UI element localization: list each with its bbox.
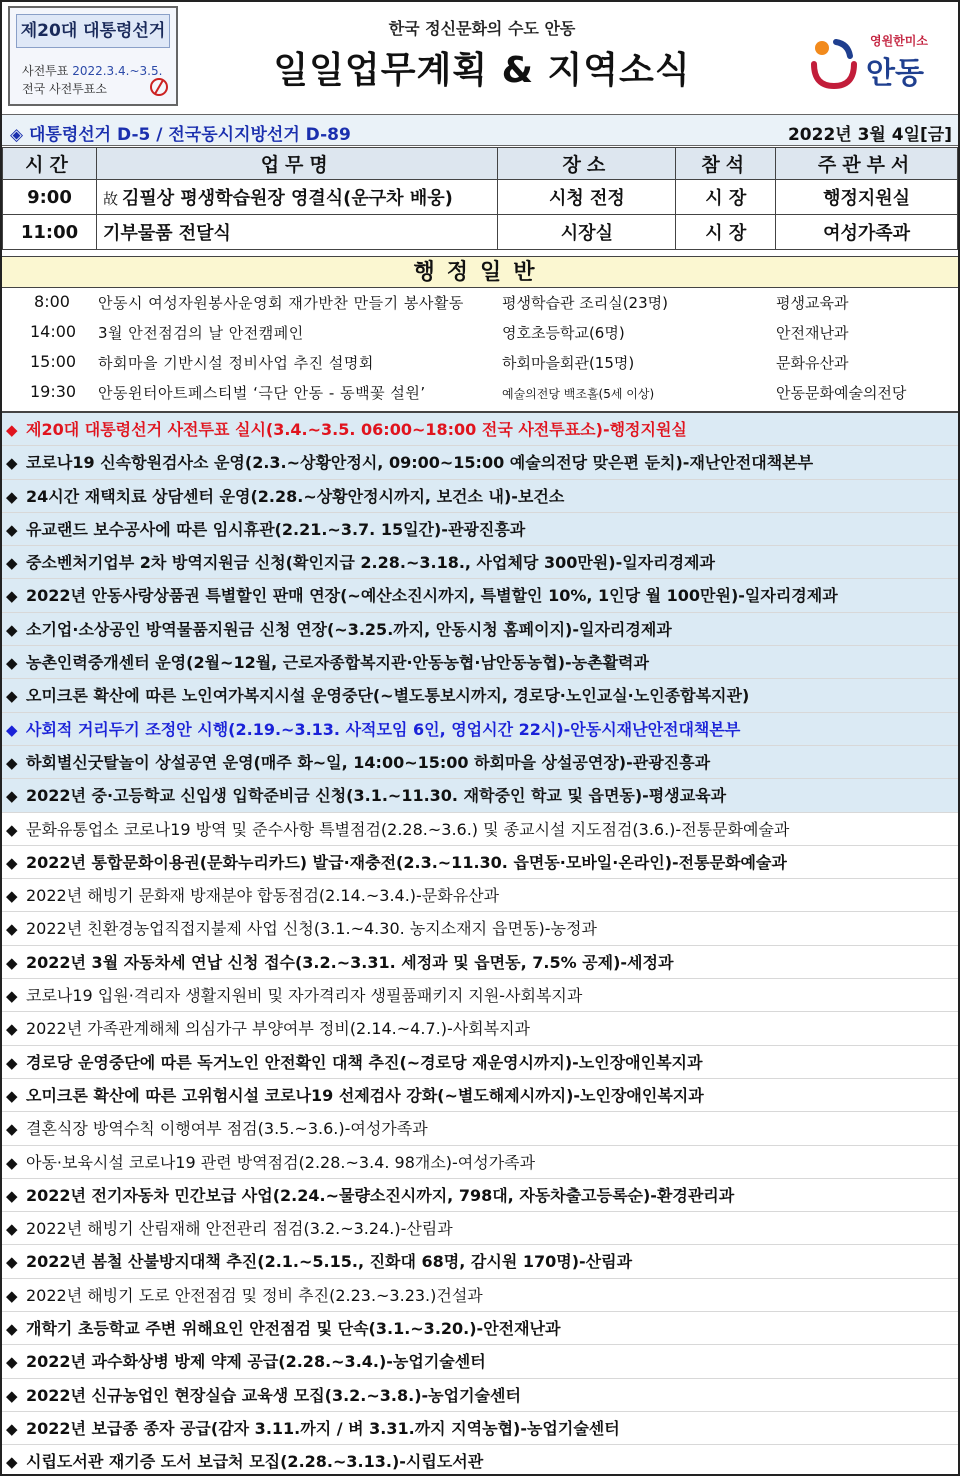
notice-text: 제20대 대통령선거 사전투표 실시(3.4.~3.5. 06:00~18:00 전국 사전투표소)-행정지원실 bbox=[26, 420, 687, 439]
notice-item bbox=[2, 679, 958, 712]
admin-title: 3월 안전점검의 날 안전캠페인 bbox=[98, 324, 304, 342]
diamond-bullet-icon: ◆ bbox=[6, 1186, 18, 1205]
diamond-bullet-icon: ◆ bbox=[6, 887, 18, 906]
notice-item bbox=[2, 1212, 958, 1245]
diamond-bullet-icon: ◆ bbox=[6, 1253, 18, 1272]
notice-text: 24시간 재택치료 상담센터 운영(2.28.~상황안정시까지, 보건소 내)-보건소 bbox=[26, 486, 565, 506]
schedule-place: 시청 전정 bbox=[498, 180, 676, 215]
notice-text: 2022년 안동사랑상품권 특별할인 판매 연장(~예산소진시까지, 특별할인 10%, 1인당 월 100만원)-일자리경제과 bbox=[26, 586, 838, 606]
diamond-bullet-icon: ◆ bbox=[6, 1220, 18, 1239]
diamond-bullet-icon: ◆ bbox=[6, 853, 18, 872]
notice-text: 2022년 봄철 산불방지대책 추진(2.1.~5.15., 진화대 68명, 감시원 170명)-산림과 bbox=[26, 1252, 633, 1272]
header-time: 시간 bbox=[3, 148, 97, 180]
diamond-bullet-icon: ◆ bbox=[6, 1086, 18, 1105]
header-dept: 주관부서 bbox=[776, 148, 958, 180]
schedule-attendee: 시 장 bbox=[676, 215, 776, 250]
diamond-bullet-icon: ◆ bbox=[6, 1386, 18, 1405]
notice-item bbox=[2, 1012, 958, 1045]
notice-item bbox=[2, 1079, 958, 1112]
diamond-bullet-icon: ◆ bbox=[6, 753, 18, 772]
early-voting-dates: 2022.3.4.~3.5. bbox=[72, 64, 163, 78]
notice-item bbox=[2, 1179, 958, 1212]
diamond-bullet-icon: ◆ bbox=[6, 520, 18, 539]
notice-item bbox=[2, 912, 958, 945]
diamond-bullet-icon: ◆ bbox=[6, 720, 18, 739]
notice-item bbox=[2, 1312, 958, 1345]
notice-item bbox=[2, 1046, 958, 1079]
notice-item bbox=[2, 746, 958, 779]
header-task: 업무명 bbox=[96, 148, 498, 180]
admin-row bbox=[2, 348, 958, 378]
notice-text: 시립도서관 재기증 도서 보급처 모집(2.28.~3.13.)-시립도서관 bbox=[26, 1452, 484, 1472]
ballot-stamp-icon bbox=[150, 78, 168, 96]
schedule-task bbox=[96, 215, 498, 250]
notice-item bbox=[2, 979, 958, 1012]
notice-item bbox=[2, 1379, 958, 1412]
schedule-dept: 행정지원실 bbox=[776, 180, 958, 215]
admin-dept: 안동문화예술의전당 bbox=[776, 384, 907, 402]
diamond-bullet-icon: ◆ bbox=[6, 454, 18, 473]
notice-item bbox=[2, 813, 958, 846]
notice-text: 아동·보육시설 코로나19 관련 방역점검(2.28.~3.4. 98개소)-여성가족과 bbox=[26, 1152, 536, 1172]
header bbox=[2, 2, 958, 112]
andong-logo-mark-icon bbox=[810, 34, 858, 92]
admin-place: 평생학습관 조리실(23명) bbox=[502, 294, 668, 312]
notice-text: 2022년 친환경농업직접지불제 사업 신청(3.1.~4.30. 농지소재지 읍면동)-농정과 bbox=[26, 919, 597, 939]
election-title: 제20대 대통령선거 bbox=[16, 14, 170, 48]
notice-text: 2022년 가족관계해체 의심가구 부양여부 정비(2.14.~4.7.)-사회복지과 bbox=[26, 1019, 531, 1039]
notice-item bbox=[2, 879, 958, 912]
notice-item bbox=[2, 1345, 958, 1378]
diamond-bullet-icon: ◆ bbox=[6, 920, 18, 939]
diamond-bullet-icon: ◆ bbox=[6, 654, 18, 673]
admin-dept: 평생교육과 bbox=[776, 294, 849, 312]
notice-text: 사회적 거리두기 조정안 시행(2.19.~3.13. 사적모임 6인, 영업시간 22시)-안동시재난안전대책본부 bbox=[26, 719, 741, 739]
dday-bar bbox=[2, 114, 958, 146]
polling-stations-line: 전국 사전투표소 bbox=[22, 82, 107, 96]
diamond-bullet-icon: ◆ bbox=[6, 1053, 18, 1072]
notice-item bbox=[2, 1279, 958, 1312]
diamond-bullet-icon: ◆ bbox=[6, 987, 18, 1006]
notice-item bbox=[2, 579, 958, 612]
schedule-task bbox=[96, 180, 498, 215]
schedule-place: 시장실 bbox=[498, 215, 676, 250]
notice-text: 2022년 통합문화이용권(문화누리카드) 발급·재충전(2.3.~11.30. 읍면동·모바일·온라인)-전통문화예술과 bbox=[26, 852, 787, 872]
schedule-table bbox=[2, 147, 958, 250]
admin-place: 예술의전당 백조홀(5세 이상) bbox=[502, 387, 655, 401]
notice-text: 개학기 초등학교 주변 위해요인 안전점검 및 단속(3.1.~3.20.)-안전재난과 bbox=[26, 1319, 561, 1339]
andong-logo bbox=[802, 16, 952, 102]
diamond-bullet-icon: ◆ bbox=[6, 1320, 18, 1339]
diamond-bullet-icon: ◆ bbox=[6, 687, 18, 706]
logo-subtitle: 영원한미소 bbox=[870, 34, 928, 48]
task-title: 김필상 평생학습원장 영결식(운구차 배웅) bbox=[121, 188, 453, 209]
notice-text: 농촌인력중개센터 운영(2월~12월, 근로자종합복지관·안동농협·남안동농협)-농촌활력과 bbox=[26, 653, 649, 673]
admin-section-heading: 행정일반 bbox=[2, 256, 958, 288]
diamond-bullet-icon: ◆ bbox=[6, 421, 18, 439]
diamond-bullet-icon: ◆ bbox=[6, 1419, 18, 1438]
diamond-bullet-icon: ◆ bbox=[6, 787, 18, 806]
diamond-bullet-icon: ◆ bbox=[6, 820, 18, 839]
diamond-bullet-icon: ◆ bbox=[6, 554, 18, 573]
notice-text: 코로나19 신속항원검사소 운영(2.3.~상황안정시, 09:00~15:00 예술의전당 맞은편 둔치)-재난안전대책본부 bbox=[26, 453, 814, 473]
notice-text: 2022년 중·고등학교 신입생 입학준비금 신청(3.1.~11.30. 재학중인 학교 및 읍면동)-평생교육과 bbox=[26, 786, 727, 806]
admin-time: 8:00 bbox=[34, 292, 70, 311]
admin-row bbox=[2, 318, 958, 348]
notice-text: 소기업·소상공인 방역물품지원금 신청 연장(~3.25.까지, 안동시청 홈페이지)-일자리경제과 bbox=[26, 619, 672, 639]
notice-item bbox=[2, 846, 958, 879]
notice-text: 오미크론 확산에 따른 노인여가복지시설 운영중단(~별도통보시까지, 경로당·노인교실·노인종합복지관) bbox=[26, 686, 750, 706]
notice-item bbox=[2, 480, 958, 513]
schedule-time: 11:00 bbox=[3, 215, 97, 250]
notice-text: 결혼식장 방역수칙 이행여부 점검(3.5.~3.6.)-여성가족과 bbox=[26, 1119, 428, 1139]
admin-dept: 안전재난과 bbox=[776, 324, 849, 342]
notice-item bbox=[2, 546, 958, 579]
admin-title: 안동시 여성자원봉사운영회 재가반찬 만들기 봉사활동 bbox=[98, 294, 464, 312]
task-title: 기부물품 전달식 bbox=[102, 223, 231, 244]
notice-item bbox=[2, 413, 958, 446]
notice-item bbox=[2, 613, 958, 646]
task-prefix: 故 bbox=[102, 190, 118, 208]
notice-text: 2022년 해빙기 산림재해 안전관리 점검(3.2.~3.24.)-산림과 bbox=[26, 1219, 453, 1239]
header-place: 장소 bbox=[498, 148, 676, 180]
notice-text: 경로당 운영중단에 따른 독거노인 안전확인 대책 추진(~경로당 재운영시까지)-노인장애인복지과 bbox=[26, 1052, 703, 1072]
admin-dept: 문화유산과 bbox=[776, 354, 849, 372]
notice-text: 2022년 해빙기 문화재 방재분야 합동점검(2.14.~3.4.)-문화유산과 bbox=[26, 886, 500, 906]
notice-item bbox=[2, 1445, 958, 1476]
slogan: 한국 정신문화의 수도 안동 bbox=[388, 19, 576, 38]
notice-item bbox=[2, 513, 958, 546]
notice-text: 문화유통업소 코로나19 방역 및 준수사항 특별점검(2.28.~3.6.) 및 종교시설 지도점검(3.6.)-전통문화예술과 bbox=[26, 819, 790, 839]
notice-text: 코로나19 입원·격리자 생활지원비 및 자가격리자 생필품패키지 지원-사회복지과 bbox=[26, 986, 583, 1006]
admin-title: 안동윈터아트페스티벌 ‘극단 안동 - 동백꽃 설원’ bbox=[98, 384, 426, 402]
schedule-dept: 여성가족과 bbox=[776, 215, 958, 250]
notice-text: 2022년 과수화상병 방제 약제 공급(2.28.~3.4.)-농업기술센터 bbox=[26, 1352, 486, 1372]
notice-text: 2022년 신규농업인 현장실습 교육생 모집(3.2.~3.8.)-농업기술센터 bbox=[26, 1385, 521, 1405]
admin-list bbox=[2, 288, 958, 410]
notice-item bbox=[2, 713, 958, 746]
diamond-bullet-icon: ◆ bbox=[6, 1120, 18, 1139]
admin-place: 하회마을회관(15명) bbox=[502, 354, 635, 372]
notice-item bbox=[2, 1112, 958, 1145]
notice-item bbox=[2, 779, 958, 812]
admin-time: 19:30 bbox=[30, 382, 77, 401]
admin-time: 15:00 bbox=[30, 352, 77, 371]
diamond-bullet-icon: ◆ bbox=[6, 620, 18, 639]
schedule-attendee: 시 장 bbox=[676, 180, 776, 215]
early-voting-label: 사전투표 bbox=[22, 64, 69, 78]
notice-item bbox=[2, 1245, 958, 1278]
notice-text: 하회별신굿탈놀이 상설공연 운영(매주 화~일, 14:00~15:00 하회마을 상설공연장)-관광진흥과 bbox=[26, 752, 711, 772]
notice-item bbox=[2, 1146, 958, 1179]
admin-title: 하회마을 기반시설 정비사업 추진 설명회 bbox=[98, 354, 374, 372]
diamond-bullet-icon: ◆ bbox=[6, 1453, 18, 1472]
notice-text: 2022년 보급종 종자 공급(감자 3.11.까지 / 벼 3.31.까지 지역농협)-농업기술센터 bbox=[26, 1418, 620, 1438]
logo-name: 안동 bbox=[866, 56, 924, 91]
admin-row bbox=[2, 288, 958, 318]
early-voting-line bbox=[22, 62, 162, 79]
notice-item bbox=[2, 646, 958, 679]
admin-row bbox=[2, 378, 958, 408]
schedule-row bbox=[3, 180, 958, 215]
page-title: 일일업무계획 & 지역소식 bbox=[273, 50, 691, 91]
diamond-bullet-icon: ◆ bbox=[6, 1286, 18, 1305]
report-date: 2022년 3월 4일[금] bbox=[787, 125, 952, 145]
header-attendee: 참석 bbox=[676, 148, 776, 180]
diamond-bullet-icon: ◆ bbox=[6, 1353, 18, 1372]
schedule-header-row bbox=[3, 148, 958, 180]
election-notice-box bbox=[8, 6, 178, 106]
notice-text: 2022년 전기자동차 민간보급 사업(2.24.~물량소진시까지, 798대, 자동차출고등록순)-환경관리과 bbox=[26, 1185, 735, 1205]
notice-text: 오미크론 확산에 따른 고위험시설 코로나19 선제검사 강화(~별도해제시까지)-노인장애인복지과 bbox=[26, 1085, 704, 1105]
diamond-bullet-icon: ◆ bbox=[6, 487, 18, 506]
diamond-bullet-icon: ◆ bbox=[6, 1020, 18, 1039]
notice-text: 2022년 해빙기 도로 안전점검 및 정비 추진(2.23.~3.23.)건설과 bbox=[26, 1285, 483, 1305]
schedule-row bbox=[3, 215, 958, 250]
notice-item bbox=[2, 1412, 958, 1445]
schedule-time: 9:00 bbox=[3, 180, 97, 215]
notice-item bbox=[2, 446, 958, 479]
admin-place: 영호초등학교(6명) bbox=[502, 324, 625, 342]
diamond-bullet-icon: ◆ bbox=[6, 587, 18, 606]
dday-countdown: ◈ 대통령선거 D-5 / 전국동시지방선거 D-89 bbox=[10, 125, 351, 145]
notice-text: 중소벤처기업부 2차 방역지원금 신청(확인지급 2.28.~3.18., 사업체당 300만원)-일자리경제과 bbox=[26, 553, 715, 573]
notice-item bbox=[2, 946, 958, 979]
diamond-bullet-icon: ◆ bbox=[6, 1153, 18, 1172]
notice-list bbox=[2, 411, 958, 1474]
notice-text: 유교랜드 보수공사에 따른 임시휴관(2.21.~3.7. 15일간)-관광진흥과 bbox=[26, 519, 526, 539]
notice-text: 2022년 3월 자동차세 연납 신청 접수(3.2.~3.31. 세정과 및 읍면동, 7.5% 공제)-세정과 bbox=[26, 952, 674, 972]
diamond-bullet-icon: ◆ bbox=[6, 953, 18, 972]
admin-time: 14:00 bbox=[30, 322, 77, 341]
